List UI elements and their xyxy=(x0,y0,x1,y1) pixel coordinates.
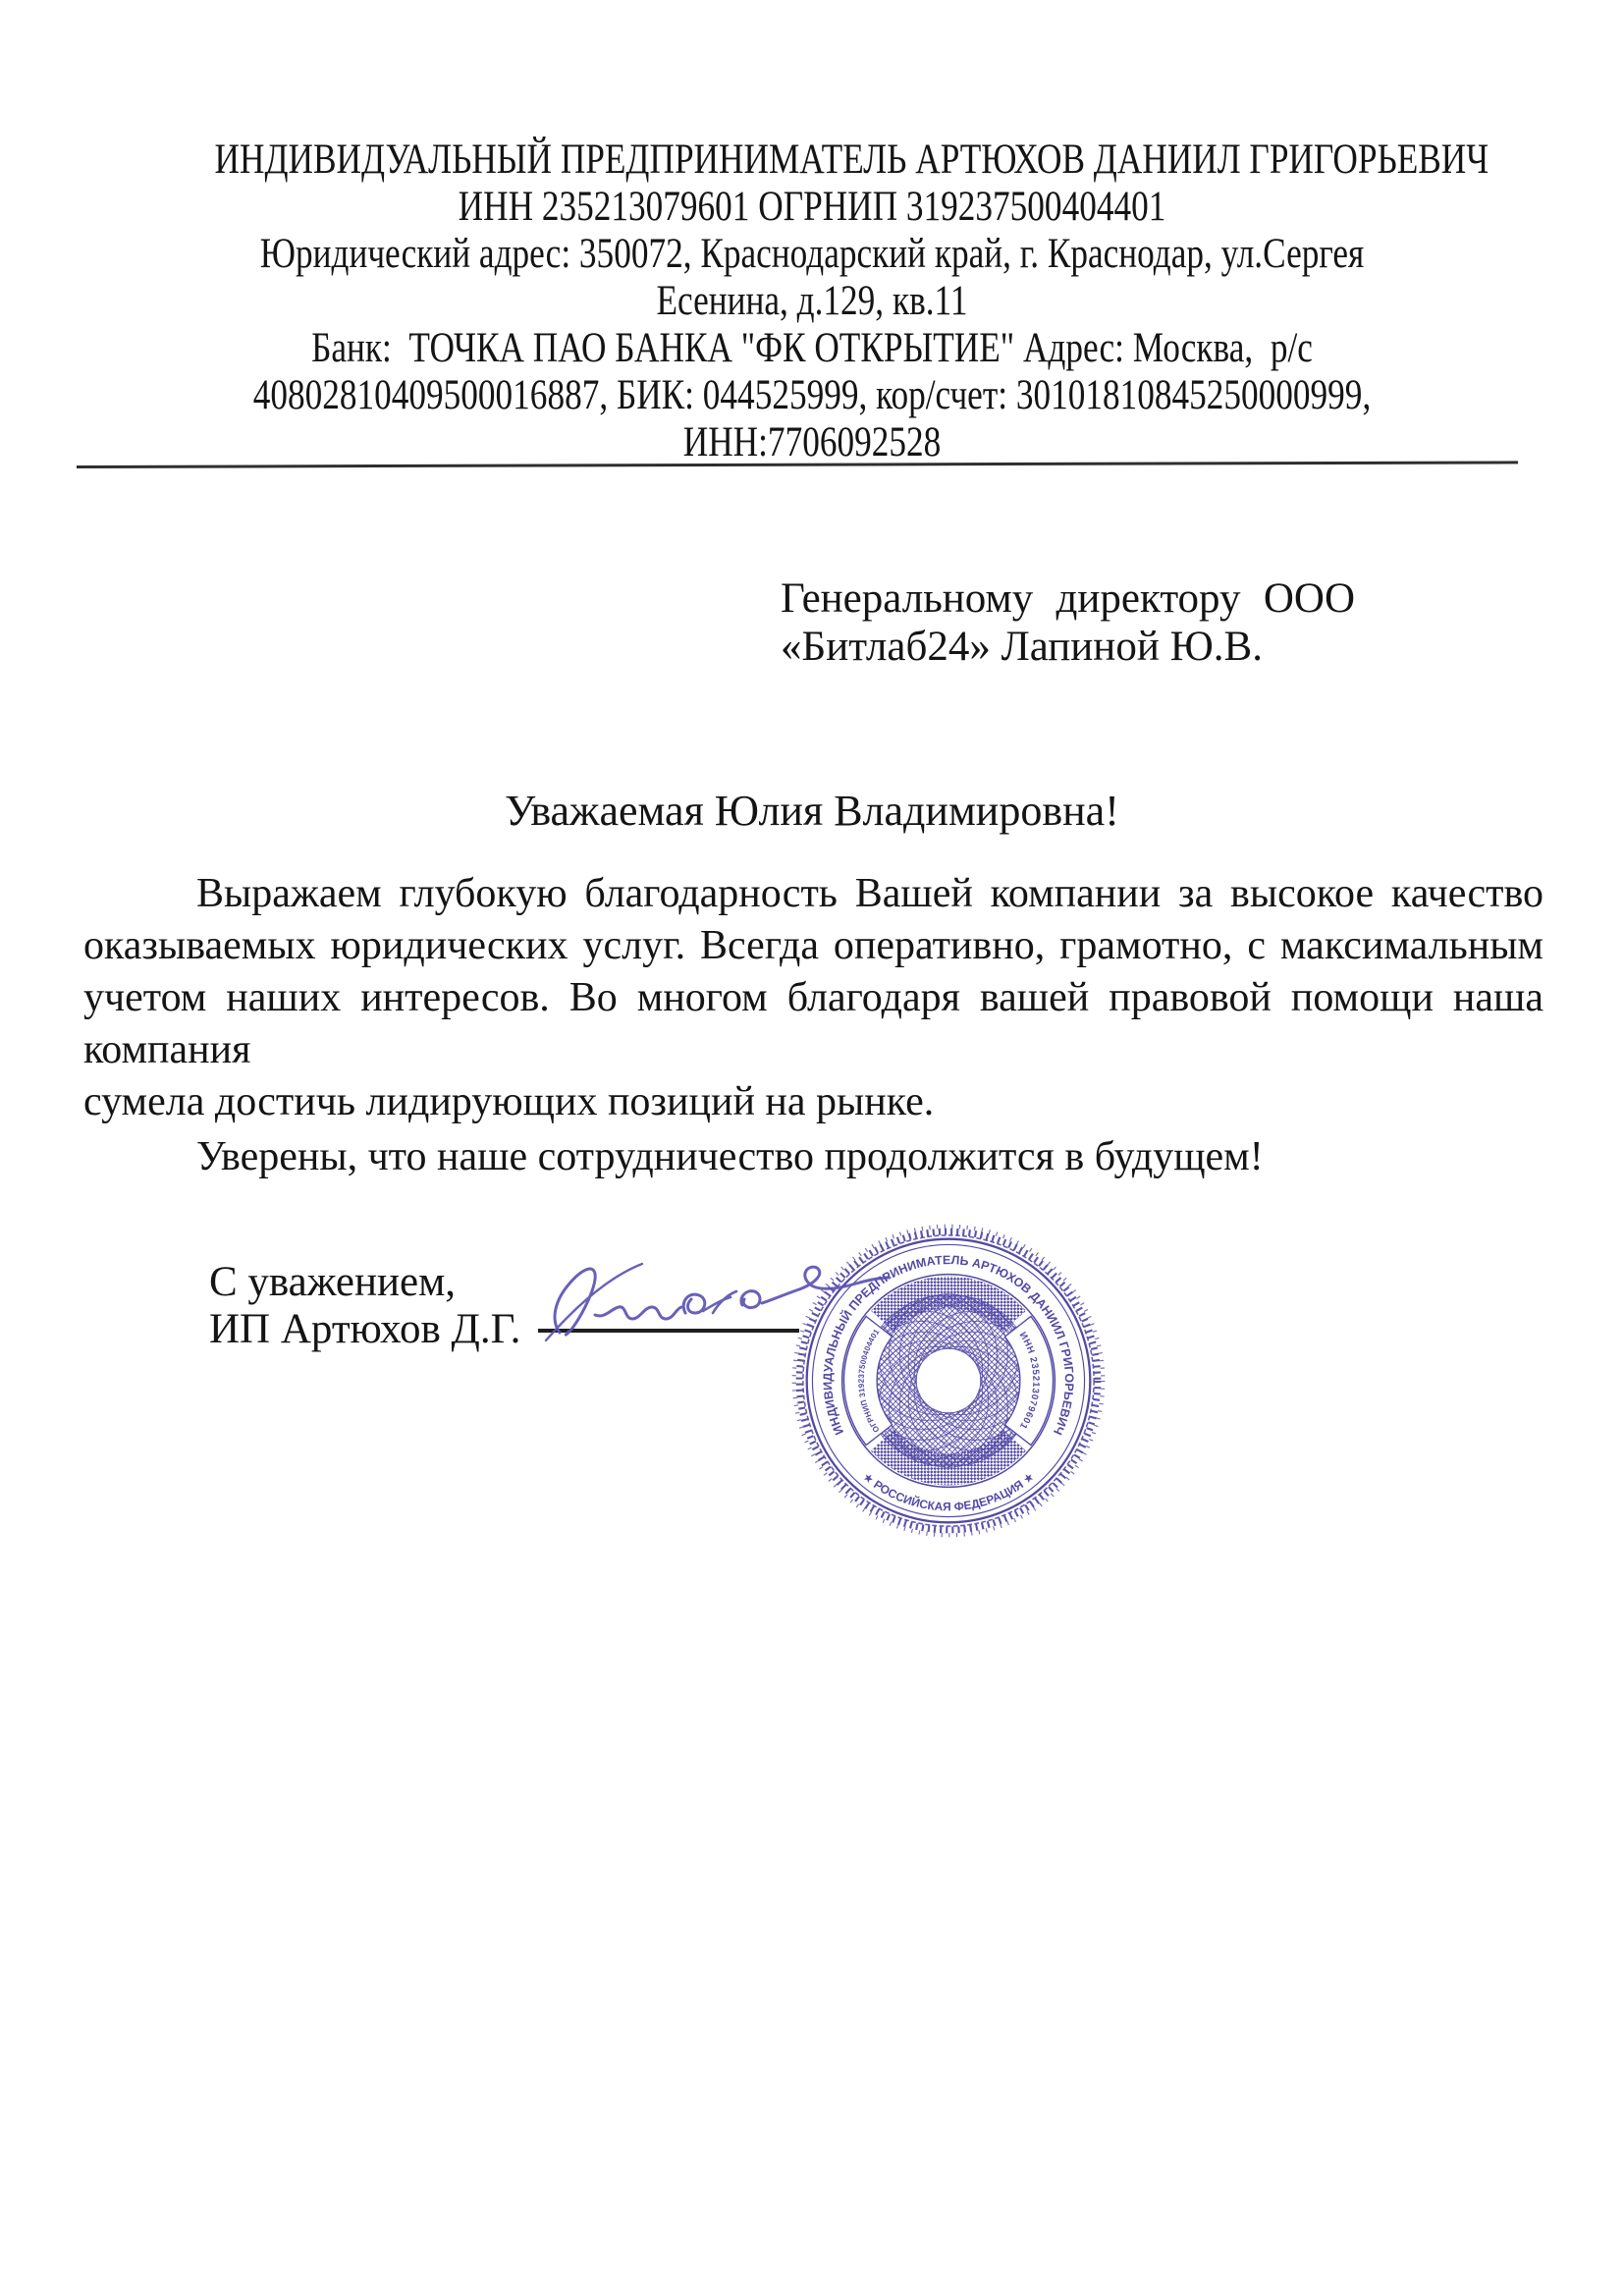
closing-block xyxy=(209,1259,520,1353)
closing-line: С уважением, xyxy=(209,1259,457,1305)
closing-line: ИП Артюхов Д.Г. xyxy=(209,1306,521,1352)
recipient-line: Генеральному директору ООО xyxy=(781,575,1355,622)
stamp-inn-text: ИНН 235213079601 xyxy=(1016,1330,1042,1432)
handwritten-signature xyxy=(530,1240,903,1350)
body-line: учетом наших интересов. Во многом благодаря вашей правовой помощи наша компания xyxy=(83,975,1543,1072)
letterhead-line: Юридический адрес: 350072, Краснодарский край, г. Краснодар, ул.Сергея xyxy=(259,231,1365,277)
body-line: оказываемых юридических услуг. Всегда оперативно, грамотно, с максимальным xyxy=(83,923,1543,968)
letterhead-line: Есенина, д.129, кв.11 xyxy=(656,278,968,324)
body-line: Выражаем глубокую благодарность Вашей компании за высокое качество xyxy=(196,871,1543,916)
stamp-ogrnip-text: ОГРНИП 319237500404401 xyxy=(856,1327,882,1435)
letter-body xyxy=(83,868,1543,1183)
letterhead-block xyxy=(83,137,1541,466)
letterhead-line: ИНДИВИДУАЛЬНЫЙ ПРЕДПРИНИМАТЕЛЬ АРТЮХОВ ДАНИИЛ ГРИГОРЬЕВИЧ xyxy=(214,137,1489,183)
stamp-bottom-ring-text: ★ РОССИЙСКАЯ ФЕДЕРАЦИЯ ★ xyxy=(859,1469,1038,1514)
body-line: Уверены, что наше сотрудничество продолжится в будущем! xyxy=(196,1134,1264,1179)
letterhead-line: ИНН 235213079601 ОГРНИП 319237500404401 xyxy=(458,184,1166,230)
recipient-block xyxy=(781,574,1355,671)
greeting-line: Уважаемая Юлия Владимировна! xyxy=(505,787,1119,835)
letterhead-line: 40802810409500016887, БИК: 044525999, кор/счет: 30101810845250000999, xyxy=(252,372,1372,418)
letterhead-line: Банк: ТОЧКА ПАО БАНКА "ФК ОТКРЫТИЕ" Адрес: Москва, р/с xyxy=(311,325,1313,371)
body-paragraph-1 xyxy=(83,868,1543,1128)
letterhead-line: ИНН:7706092528 xyxy=(682,419,942,465)
stamp-outer-ring-text: ИНДИВИДУАЛЬНЫЙ ПРЕДПРИНИМАТЕЛЬ АРТЮХОВ ДАНИИЛ ГРИГОРЬЕВИЧ xyxy=(821,1253,1076,1438)
recipient-line: «Битлаб24» Лапиной Ю.В. xyxy=(781,624,1263,670)
body-line: сумела достичь лидирующих позиций на рынке. xyxy=(83,1079,935,1124)
body-paragraph-2 xyxy=(83,1131,1543,1183)
